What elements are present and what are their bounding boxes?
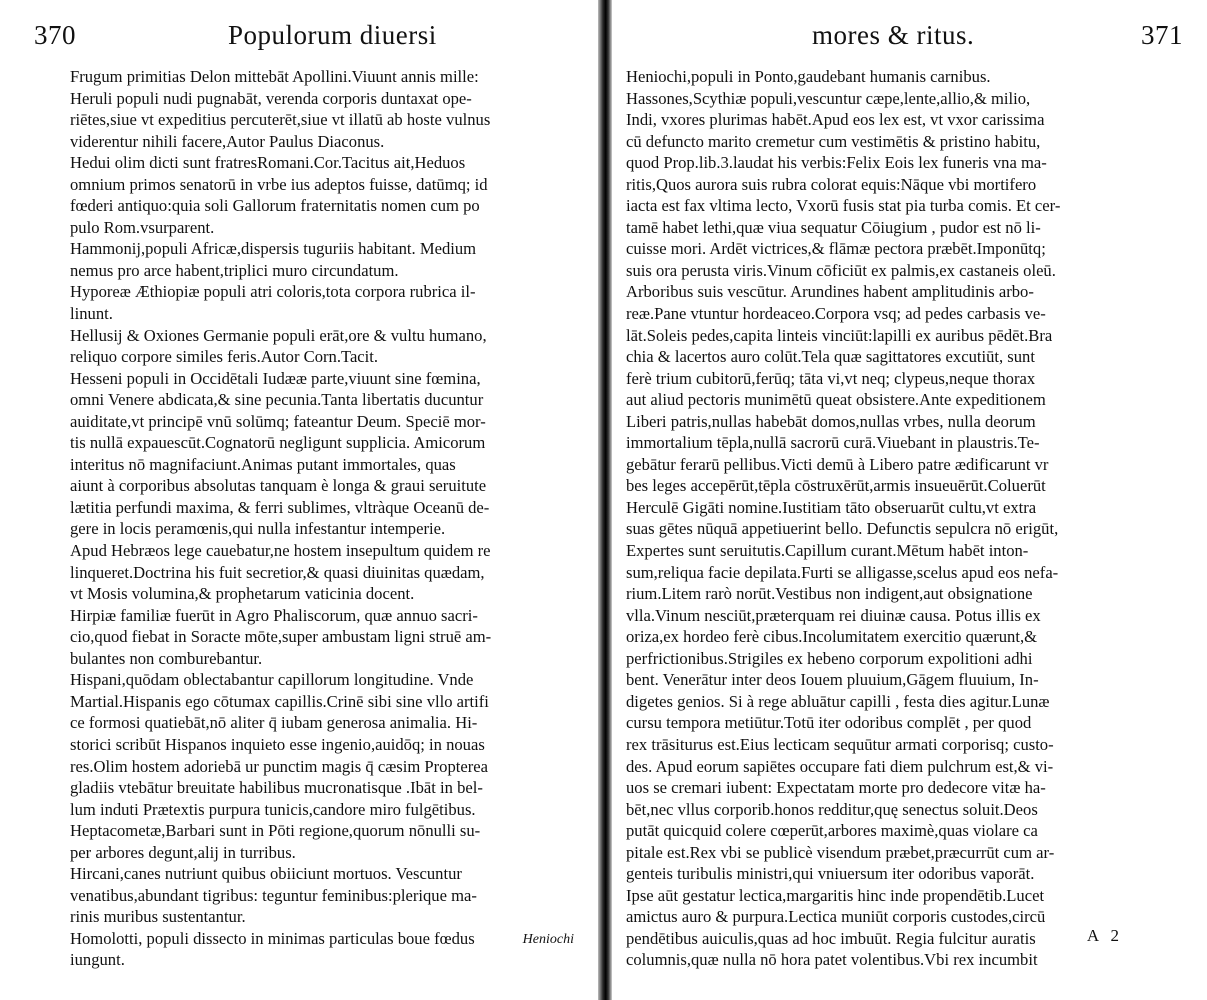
signature-mark: A 2 bbox=[1086, 926, 1123, 945]
text-line: Frugum primitias Delon mittebāt Apollini.Viuunt annis mille: bbox=[70, 67, 479, 86]
text-line: bulantes non comburebantur. bbox=[70, 648, 263, 668]
text-line: tis nullā expauescūt.Cognatorū negligunt supplicia. Amicorum bbox=[70, 433, 486, 453]
text-line: putāt quicquid colere cœperūt,arbores maximè,quas violare ca bbox=[626, 821, 1038, 841]
text-line: interitus nō magnifaciunt.Animas putant immortales, quas bbox=[70, 454, 456, 474]
text-line: linqueret.Doctrina his fuit secretior,& quasi diuinitas quædam, bbox=[70, 562, 485, 582]
text-line: omnium primos senatorū in vrbe ius adeptos fuisse, datūmq; id bbox=[70, 174, 488, 194]
text-line: gere in locis peramœnis,qui nulla infestantur intemperie. bbox=[70, 519, 446, 539]
text-line: viderentur nihili facere,Autor Paulus Diaconus. bbox=[70, 131, 385, 151]
text-line: Indi, vxores plurimas habēt.Apud eos lex est, vt vxor carissima bbox=[626, 110, 1045, 130]
text-line: Expertes sunt seruitutis.Capillum curant.Mētum habēt inton- bbox=[626, 541, 1029, 561]
text-line: immortalium tēpla,nullā sacrorū curā.Viuebant in plaustris.Te- bbox=[626, 433, 1040, 453]
text-line: Hedui olim dicti sunt fratresRomani.Cor.Tacitus ait,Heduos bbox=[70, 153, 466, 173]
text-line: Heruli populi nudi pugnabāt, verenda corporis duntaxat ope- bbox=[70, 88, 472, 108]
text-line: riētes,siue vt expeditius percuterēt,siue vt illatū ab hoste vulnus bbox=[70, 110, 491, 130]
right-running-title: mores & ritus. bbox=[812, 20, 975, 50]
text-line: Heniochi,populi in Ponto,gaudebant humanis carnibus. bbox=[626, 67, 991, 86]
left-page bbox=[0, 0, 598, 1000]
text-line: pitale est.Rex vbi se publicè visendum præbet,præcurrūt cum ar- bbox=[626, 842, 1055, 862]
text-line: bes leges accepērūt,tēpla cōstruxērūt,armis insueuērūt.Coluerūt bbox=[626, 476, 1046, 496]
right-page bbox=[612, 0, 1207, 1000]
text-line: Hyporeæ Æthiopiæ populi atri coloris,tota corpora rubrica il- bbox=[70, 282, 476, 302]
text-line: perfrictionibus.Strigiles ex hebeno corporum expolitioni adhi bbox=[626, 648, 1033, 668]
text-line: nemus pro arce habent,triplici muro circundatum. bbox=[70, 260, 399, 280]
text-line: Ipse aūt gestatur lectica,margaritis hinc inde propendētib.Lucet bbox=[626, 885, 1045, 905]
text-line: linunt. bbox=[70, 304, 113, 324]
text-line: Hesseni populi in Occidētali Iudææ parte,viuunt sine fœmina, bbox=[70, 368, 481, 388]
text-line: lætitia perfundi maxima, & ferri sublimes, vltràque Oceanū de- bbox=[70, 497, 490, 517]
left-page-number: 370 bbox=[34, 20, 76, 50]
text-line: ce formosi quatiebāt,nō aliter q̄ iubam generosa animalia. Hi- bbox=[70, 713, 478, 733]
text-line: cuisse mori. Ardēt victrices,& flāmæ pectora præbēt.Imponūtq; bbox=[626, 239, 1046, 259]
text-line: vlla.Vinum nesciūt,præterquam rei diuinæ causa. Potus illis ex bbox=[626, 605, 1041, 625]
text-line: bēt,nec vllus corporib.honos redditur,quę senectus soluit.Deos bbox=[626, 799, 1038, 819]
text-line: res.Olim hostem adoriebā ur punctim magis q̄ cæsim Propterea bbox=[70, 756, 488, 776]
text-line: genteis turibulis ministri,qui vniuersum iter odoribus vaporāt. bbox=[626, 864, 1035, 884]
text-line: bent. Venerātur inter deos Iouem pluuium,Gāgem fluuium, In- bbox=[626, 670, 1039, 690]
text-line: suas gētes nūquā appetiuerint bello. Defunctis sepulcra nō erigūt, bbox=[626, 519, 1059, 539]
text-line: Hammonij,populi Africæ,dispersis tuguriis habitant. Medium bbox=[70, 239, 477, 259]
text-line: cursu tempora metiūtur.Totū iter odoribus complēt , per quod bbox=[626, 713, 1032, 733]
text-line: chia & lacertos auro colūt.Tela quæ sagittatores excutiūt, sunt bbox=[626, 347, 1035, 367]
text-line: omni Venere abdicata,& sine pecunia.Tanta libertatis ducuntur bbox=[70, 390, 484, 410]
book-gutter bbox=[598, 0, 612, 1000]
text-line: venatibus,abundant tigribus: teguntur feminibus:plerique ma- bbox=[70, 885, 477, 905]
catchword: Heniochi bbox=[522, 932, 574, 947]
text-line: lum induti Prætextis purpura tunicis,candore miro fulgētibus. bbox=[70, 799, 476, 819]
text-line: rinis muribus sustentantur. bbox=[70, 907, 246, 927]
text-line: Liberi patris,nullas habebāt domos,nullas vrbes, nulla deorum bbox=[626, 411, 1036, 431]
text-line: rium.Litem rarò norūt.Vestibus non indigent,aut obsignatione bbox=[626, 584, 1033, 604]
text-line: quod Prop.lib.3.laudat his verbis:Felix Eois lex funeris vna ma- bbox=[626, 153, 1047, 173]
text-line: rex trāsiturus est.Eius lecticam sequūtur armati corporisq; custo- bbox=[626, 734, 1054, 754]
text-line: digetes genios. Si à rege abluātur capilli , festa dies agitur.Lunæ bbox=[626, 691, 1050, 711]
text-line: iacta est fax vltima lecto, Vxorū fusis stat pia turba comis. Et cer- bbox=[626, 196, 1061, 216]
text-line: Heptacometæ,Barbari sunt in Pōti regione,quorum nōnulli su- bbox=[70, 821, 481, 841]
text-line: gebātur ferarū pellibus.Victi demū à Libero patre ædificarunt vr bbox=[626, 454, 1049, 474]
text-line: reliquo corpore similes feris.Autor Corn.Tacit. bbox=[70, 347, 379, 367]
text-line: iungunt. bbox=[70, 950, 125, 970]
text-line: cū defuncto marito cremetur cum vestimētis & pristino habitu, bbox=[626, 131, 1041, 151]
right-running-head bbox=[626, 18, 1183, 58]
text-line: Hellusij & Oxiones Germanie populi erāt,ore & vultu humano, bbox=[70, 325, 487, 345]
left-running-head bbox=[34, 18, 582, 58]
text-line: suis ora perusta viris.Vinum cōficiūt ex palmis,ex castaneis oleū. bbox=[626, 260, 1056, 280]
text-line: cio,quod fiebat in Soracte mōte,super ambustam ligni struē am- bbox=[70, 627, 492, 647]
text-line: Herculē Gigāti nomine.Iustitiam tāto obseruarūt cultu,vt extra bbox=[626, 497, 1037, 517]
text-line: Hassones,Scythiæ populi,vescuntur cæpe,lente,allio,& milio, bbox=[626, 88, 1031, 108]
text-line: Homolotti, populi dissecto in minimas particulas boue fœdus bbox=[70, 928, 475, 948]
right-page-number: 371 bbox=[1141, 20, 1183, 50]
text-line: tamē habet lethi,quæ viua sequatur Cōiugium , pudor est nō li- bbox=[626, 217, 1041, 237]
text-line: des. Apud eorum sapiētes occupare fati diem pulchrum est,& vi- bbox=[626, 756, 1054, 776]
text-line: Apud Hebræos lege cauebatur,ne hostem insepultum quidem re bbox=[70, 541, 491, 561]
text-line: oriza,ex hordeo ferè cibus.Incolumitatem exercitio quærunt,& bbox=[626, 627, 1038, 647]
text-line: auiditate,vt principē vnū solūmq; fateantur Deum. Speciē mor- bbox=[70, 411, 486, 431]
text-line: lāt.Soleis pedes,capita linteis vinciūt:lapilli ex auribus pēdēt.Bra bbox=[626, 325, 1053, 345]
text-line: uos se cremari iubent: Expectatam morte pro dedecore vitæ ha- bbox=[626, 778, 1046, 798]
text-line: aiunt à corporibus absolutas tanquam è longa & graui seruitute bbox=[70, 476, 487, 496]
text-line: aut aliud pectoris munimētū queat obsistere.Ante expeditionem bbox=[626, 390, 1046, 410]
right-text-block bbox=[626, 66, 1147, 971]
left-text-block bbox=[70, 66, 582, 971]
text-line: sum,reliqua facie depilata.Furti se alligasse,scelus apud eos nefa- bbox=[626, 562, 1059, 582]
text-line: fœderi antiquo:quia soli Gallorum fraternitatis nomen cum po bbox=[70, 196, 480, 216]
text-line: Martial.Hispanis ego cōtumax capillis.Crinē sibi sine vllo artifi bbox=[70, 691, 489, 711]
text-line: pendētibus auiculis,quas ad hoc imbuūt. Regia fulcitur auratis bbox=[626, 928, 1036, 948]
text-line: Arboribus suis vescūtur. Arundines habent amplitudinis arbo- bbox=[626, 282, 1034, 302]
text-line: gladiis vtebātur breuitate habilibus mucronatisque .Ibāt in bel- bbox=[70, 778, 483, 798]
text-line: vt Mosis volumina,& prophetarum vaticinia docent. bbox=[70, 584, 415, 604]
text-line: storici scribūt Hispanos inquieto esse ingenio,auidōq; in nouas bbox=[70, 734, 485, 754]
text-line: Hispani,quōdam oblectabantur capillorum longitudine. Vnde bbox=[70, 670, 474, 690]
text-line: amictus auro & purpura.Lectica muniūt corporis custodes,circū bbox=[626, 907, 1046, 927]
left-running-title: Populorum diuersi bbox=[228, 20, 437, 50]
text-line: Hirpiæ familiæ fuerūt in Agro Phaliscorum, quæ annuo sacri- bbox=[70, 605, 478, 625]
text-line: columnis,quæ nulla nō hora patet volentibus.Vbi rex incumbit bbox=[626, 950, 1038, 970]
text-line: Hircani,canes nutriunt quibus obiiciunt mortuos. Vescuntur bbox=[70, 864, 462, 884]
text-line: per arbores degunt,alij in turribus. bbox=[70, 842, 296, 862]
text-line: pulo Rom.vsurparent. bbox=[70, 217, 215, 237]
text-line: reæ.Pane vtuntur hordeaceo.Corpora vsq; ad pedes carbasis ve- bbox=[626, 304, 1046, 324]
text-line: ferè trium cubitorū,ferūq; tāta vi,vt neq; clypeus,neque thorax bbox=[626, 368, 1036, 388]
text-line: ritis,Quos aurora suis rubra colorat equis:Nāque vbi mortifero bbox=[626, 174, 1037, 194]
